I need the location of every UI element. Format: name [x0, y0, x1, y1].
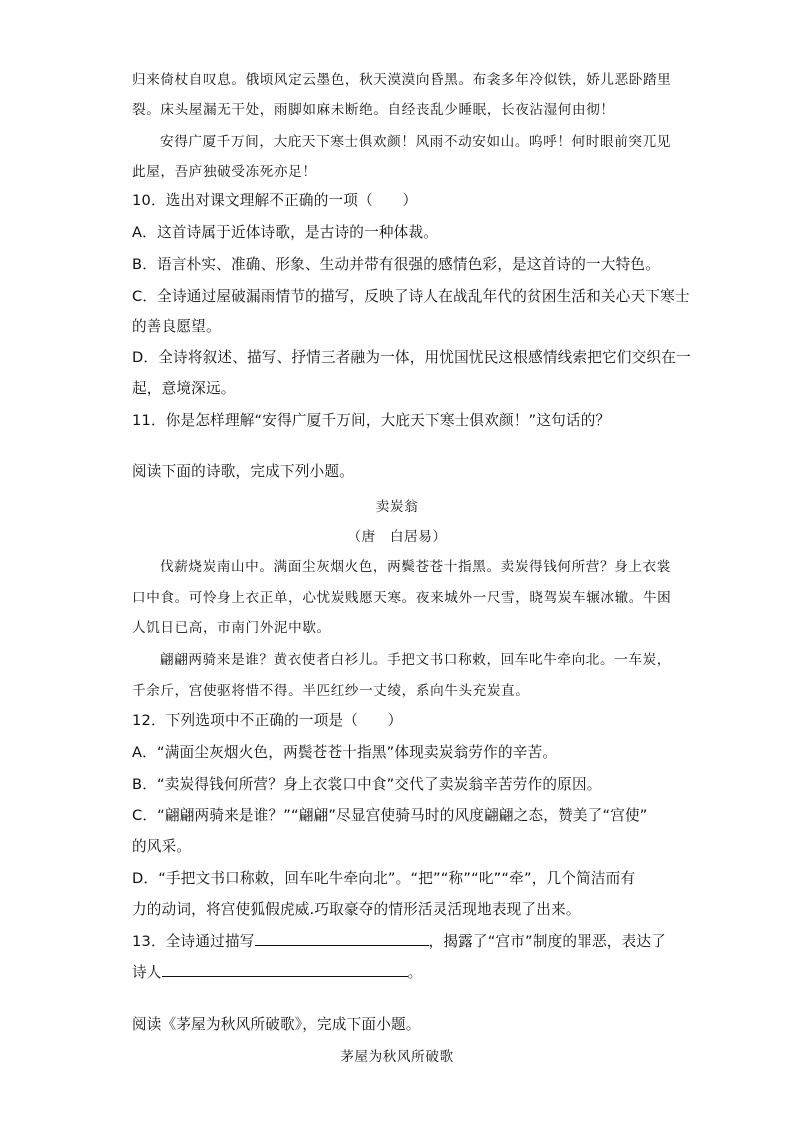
poem-title: 茅屋为秋风所破歌: [340, 1049, 454, 1065]
answer-blank[interactable]: [162, 961, 408, 977]
question-13-line-1: [132, 930, 666, 951]
poem-line: 千余斤，宫使驱将惜不得。半匹红纱一丈绫，系向牛头充炭直。: [132, 683, 530, 699]
question-10-option-d-cont: 起，意境深远。: [132, 380, 236, 397]
question-10-option-d: D．全诗将叙述、描写、抒情三者融为一体，用忧国忧民这根感情线索把它们交织在一: [132, 349, 691, 366]
question-12-option-c: C．“翩翩两骑来是谁？”“翩翩”尽显宫使骑马时的风度翩翩之态，赞美了“宫使”: [132, 807, 648, 824]
section-2-intro: 阅读下面的诗歌，完成下列小题。: [132, 463, 354, 480]
poem-author: （唐 白居易）: [347, 529, 447, 545]
answer-blank[interactable]: [255, 930, 429, 946]
question-12-option-c-cont: 的风采。: [132, 838, 192, 855]
question-10-option-c-cont: 的善良愿望。: [132, 318, 221, 335]
question-12-stem: 12．下列选项中不正确的一项是（ ）: [132, 712, 403, 729]
poem-line: 人饥日已高，市南门外泥中歇。: [132, 620, 331, 636]
question-10-option-c: C．全诗通过屋破漏雨情节的描写，反映了诗人在战乱年代的贫困生活和关心天下寒士: [132, 288, 690, 305]
poem-line: 口中食。可怜身上衣正单，心忧炭贱愿天寒。夜来城外一尺雪，晓驾炭车辗冰辙。牛困: [132, 590, 672, 606]
poem-line: 裂。床头屋漏无干处，雨脚如麻未断绝。自经丧乱少睡眠，长夜沾湿何由彻！: [132, 102, 615, 118]
poem-line: 归来倚杖自叹息。俄顷风定云墨色，秋天漠漠向昏黑。布衾多年冷似铁，娇儿恶卧踏里: [132, 72, 672, 88]
question-10-option-b: B．语言朴实、准确、形象、生动并带有很强的感情色彩，是这首诗的一大特色。: [132, 256, 660, 273]
question-13-text: 诗人: [132, 964, 162, 981]
question-10-stem: 10．选出对课文理解不正确的一项（ ）: [132, 192, 418, 209]
poem-title: 卖炭翁: [375, 499, 419, 515]
poem-line: 此屋，吾庐独破受冻死亦足！: [132, 164, 317, 180]
poem-line: 翩翩两骑来是谁？黄衣使者白衫儿。手把文书口称敕，回车叱牛牵向北。一车炭，: [160, 652, 671, 668]
question-11-stem: 11．你是怎样理解“安得广厦千万间，大庇天下寒士俱欢颜！”这句话的？: [132, 412, 611, 429]
poem-line: 安得广厦千万间，大庇天下寒士俱欢颜！风雨不动安如山。呜呼！何时眼前突兀见: [160, 134, 671, 150]
question-12-option-a: A．“满面尘灰烟火色，两鬓苍苍十指黑”体现卖炭翁劳作的辛苦。: [132, 744, 558, 761]
question-10-option-a: A．这首诗属于近体诗歌，是古诗的一种体裁。: [132, 224, 439, 241]
question-13-text: 。: [407, 964, 423, 981]
question-13-text: ，揭露了“宫市”制度的罪恶，表达了: [428, 933, 666, 950]
poem-line: 伐薪烧炭南山中。满面尘灰烟火色，两鬓苍苍十指黑。卖炭得钱何所营？身上衣裳: [160, 559, 671, 575]
question-12-option-b: B．“卖炭得钱何所营？身上衣裳口中食”交代了卖炭翁辛苦劳作的原因。: [132, 776, 602, 793]
question-13-line-2: [132, 961, 422, 982]
question-13-text: 13．全诗通过描写: [132, 933, 255, 950]
section-3-intro: 阅读《茅屋为秋风所破歌》，完成下面小题。: [132, 1016, 421, 1033]
question-12-option-d: D．“手把文书口称敕，回车叱牛牵向北”。“把”“称”“叱”“牵”，几个简洁而有: [132, 870, 636, 887]
question-12-option-d-cont: 力的动词，将宫使狐假虎威.巧取豪夺的情形活灵活现地表现了出来。: [132, 901, 581, 918]
